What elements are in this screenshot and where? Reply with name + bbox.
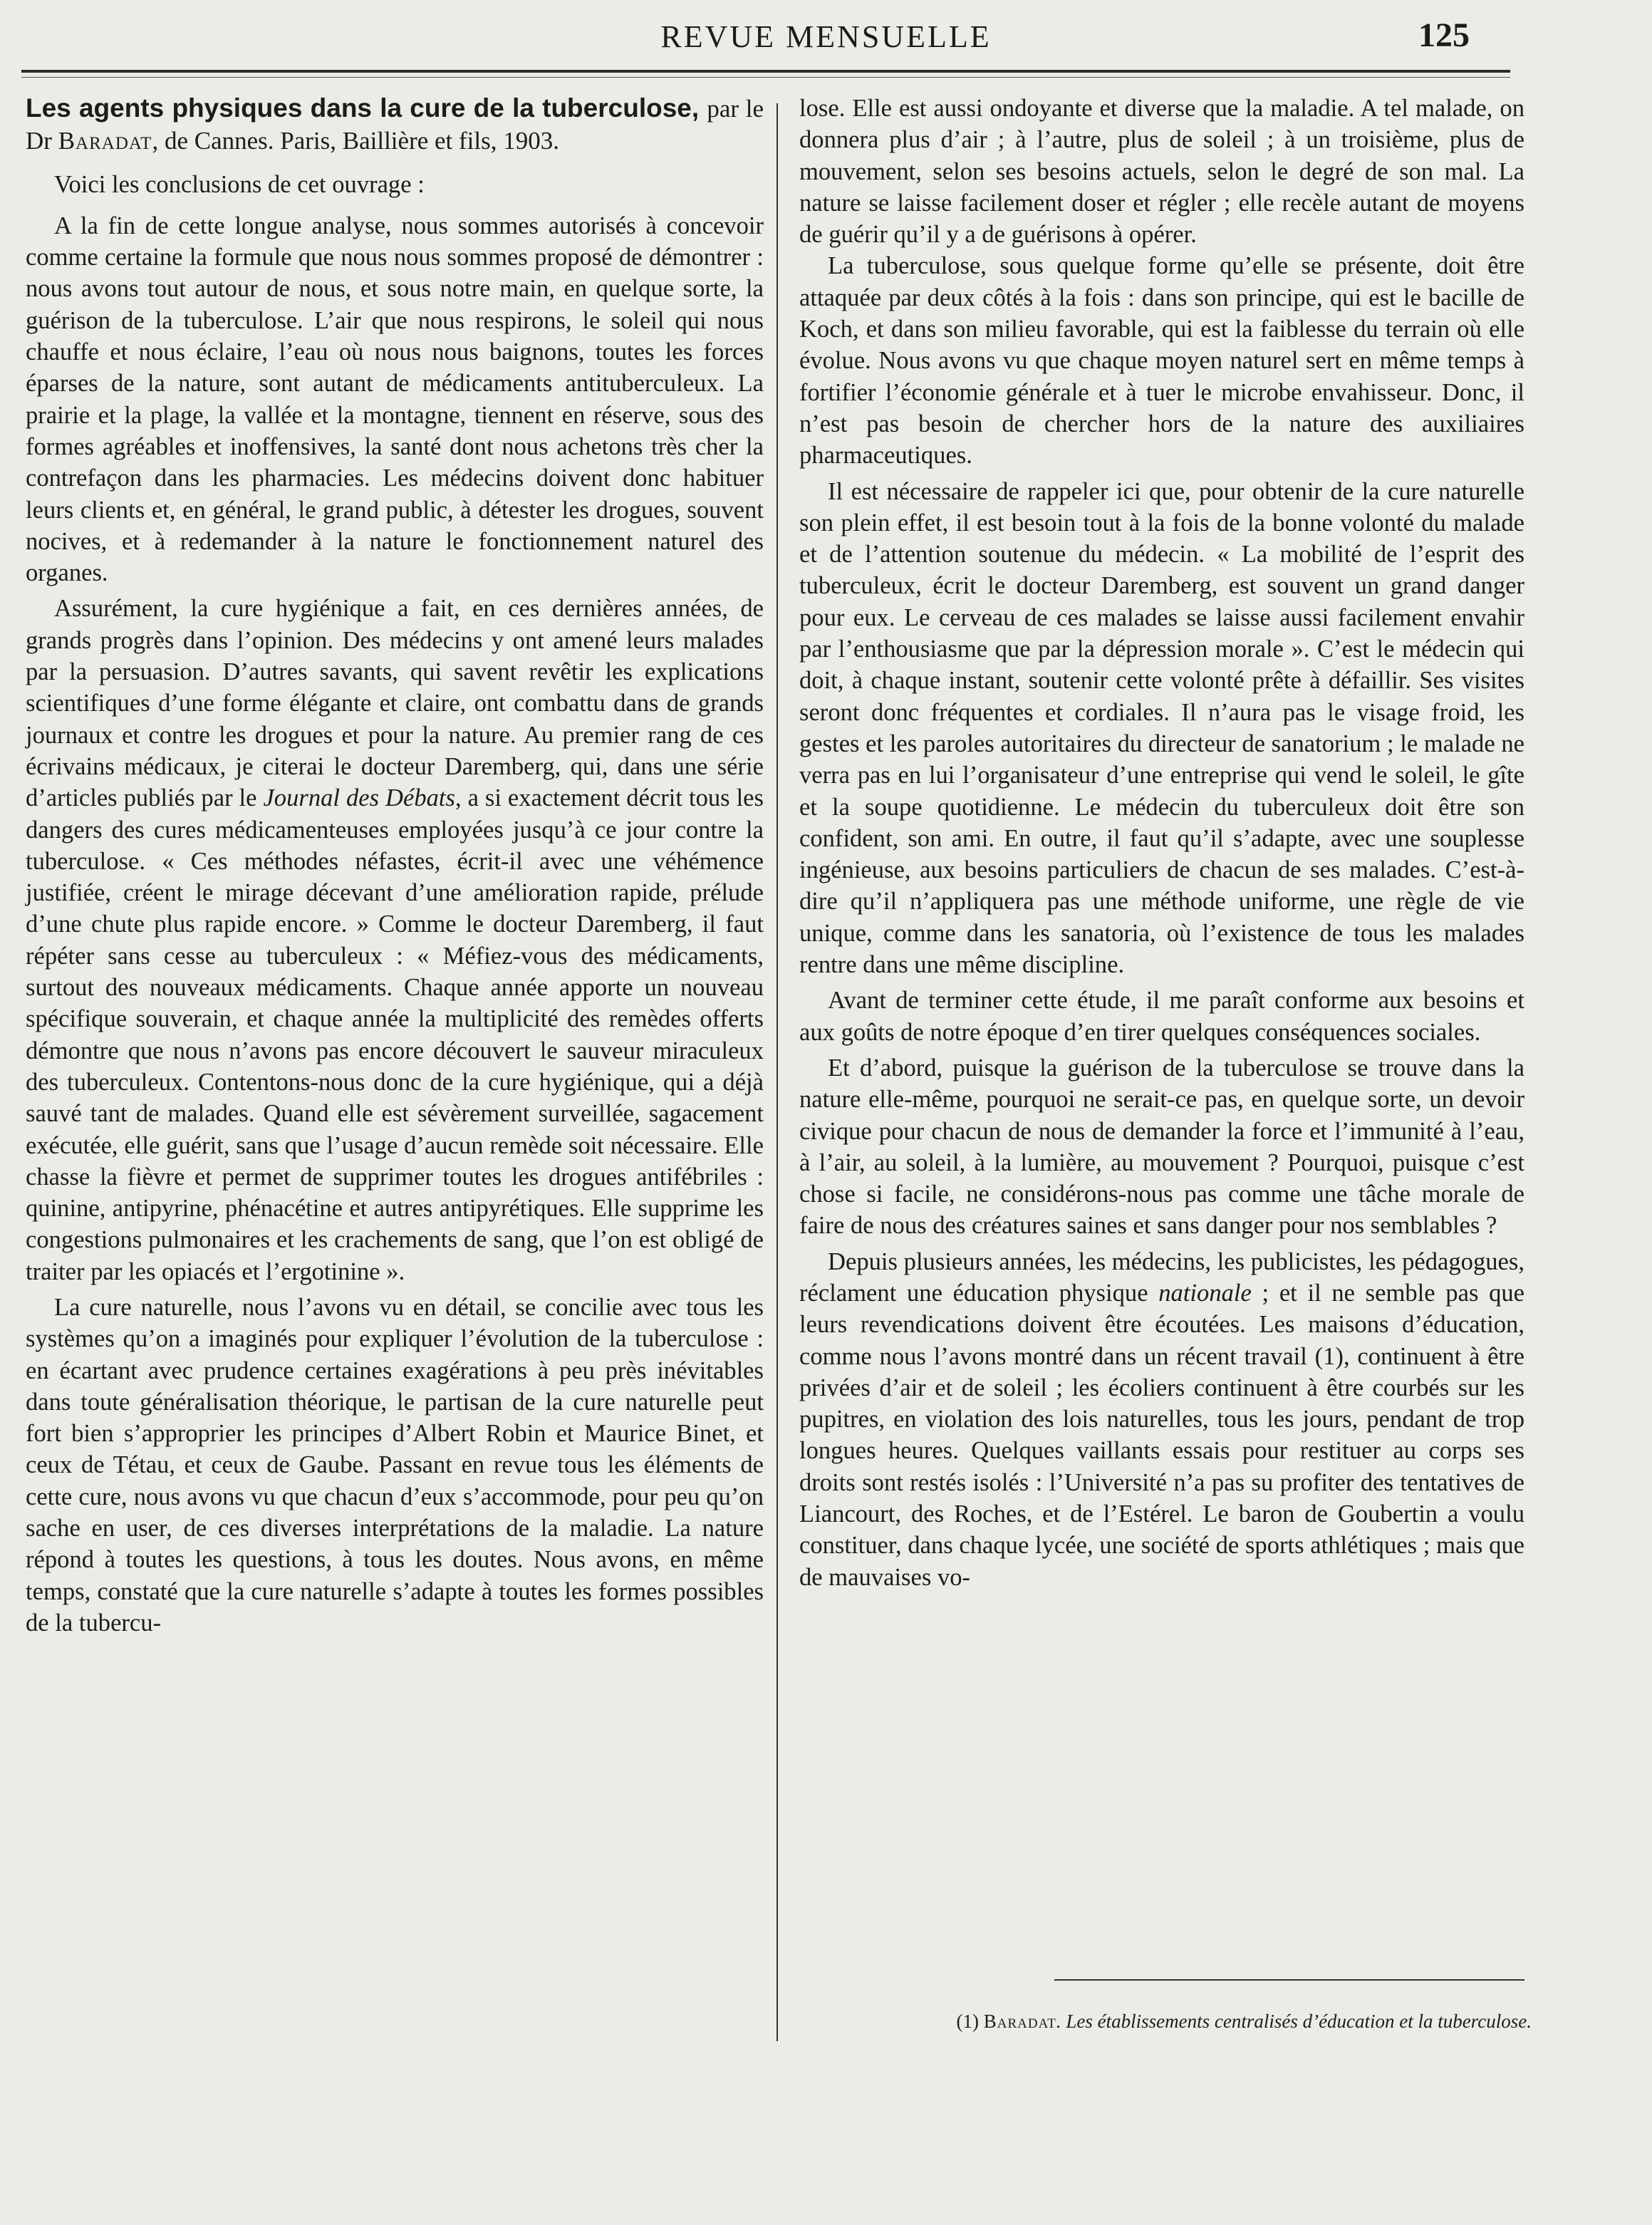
right-paragraph: Il est nécessaire de rappeler ici que, pour obtenir de la cure naturelle son plein effet, il est besoin tout à la fois de la bonne volonté du malade et de l’attention soutenue du médecin. « La mobilité de l’esprit des tuberculeux, écrit le docteur Daremberg, est souvent un grand danger pour eux. Le cerveau de ces malades se laisse aussi facilement envahir par l’enthousiasme que par la dépression morale ». C’est le médecin qui doit, à chaque instant, soutenir cette volonté prête à défaillir. Ses visites seront donc fréquentes et cordiales. Il n’aura pas le visage froid, les gestes et les paroles autoritaires du directeur de sanatorium ; le malade ne verra pas en lui l’organisateur d’une entreprise qui vend le soleil, le gîte et la soupe quotidienne. Le médecin du tuberculeux doit être son confident, son ami. En outre, il faut qu’il s’adapte, avec une souplesse ingénieuse, aux besoins particuliers de chacun de ses malades. C’est-à-dire qu’il n’appliquera pas une méthode uniforme, une règle de vie unique, comme dans les sanatoria, où l’existence de tous les malades rentre dans une même discipline.	[799, 477, 1524, 979]
left-paragraph: La cure naturelle, nous l’avons vu en détail, se concilie avec tous les systèmes qu’on a imaginés pour expliquer l’évolution de la tuberculose : en écartant avec prudence certaines exagérations à peu près inévitables dans toute généralisation théorique, le partisan de la cure naturelle peut fort bien s’approprier les principes d’Albert Robin et Maurice Binet, et ceux de Tétau, et ceux de Gaube. Passant en revue tous les éléments de cette cure, nous avons vu que chacun d’eux s’accommode, pour peu qu’on sache en user, de ces diverses interprétations de la maladie. La nature répond à toutes les questions, à tous les doutes. Nous avons, en même temps, constaté que la cure naturelle s’adapte à toutes les formes possibles de la tubercu-	[26, 1293, 764, 1637]
page-number: 125	[1418, 16, 1470, 54]
footnote-author: Baradat	[983, 2011, 1056, 2032]
footnote-rule	[1054, 1979, 1524, 1981]
header-rule	[21, 70, 1510, 73]
right-paragraph: Et d’abord, puisque la guérison de la tuberculose se trouve dans la nature elle-même, pourquoi ne serait-ce pas, en quelque sorte, un devoir civique pour chacun de nous de demander la force et l’immunité à l’eau, à l’air, au soleil, à la lumière, au mouvement ? Pourquoi, puisque c’est chose si facile, ne considérons-nous pas comme une tâche morale de faire de nous des créatures saines et sans danger pour nos semblables ?	[799, 1054, 1524, 1240]
right-paragraph: La tuberculose, sous quelque forme qu’elle se présente, doit être attaquée par deux côtés à la fois : dans son principe, qui est le bacille de Koch, et dans son milieu favorable, qui est la faiblesse du terrain où elle évolue. Nous avons vu que chaque moyen naturel sert en même temps à fortifier l’économie générale et à tuer le microbe envahisseur. Donc, il n’est pas besoin de chercher hors de la nature des auxiliaires pharmaceutiques.	[799, 252, 1524, 470]
footnote-text: . Les établissements centralisés d’éducation et la tuberculose.	[1056, 2011, 1532, 2032]
continuation-paragraph: lose. Elle est aussi ondoyante et diverse que la maladie. A tel malade, on donnera plus d’air ; à l’autre, plus de soleil ; à un troisième, plus de mouvement, selon ses besoins actuels, selon le degré de son mal. La nature se laisse facilement doser et régler ; elle recèle autant de moyens de guérir qu’il y a de guérisons à opérer.	[799, 95, 1524, 249]
left-paragraph: Assurément, la cure hygiénique a fait, en ces dernières années, de grands progrès dans l’opinion. Des médecins y ont amené leurs malades par la persuasion. D’autres savants, qui savent revêtir les explications scientifiques d’une forme élégante et claire, ont combattu dans de grands journaux et contre les drogues et pour la nature. Au premier rang de ces écrivains médicaux, je citerai le docteur Daremberg, qui, dans une série d’articles publiés par le Journal des Débats, a si exactement décrit tous les dangers des cures médicamenteuses employées jusqu’à ce jour contre la tuberculose. « Ces méthodes néfastes, écrit-il avec une véhémence justifiée, créent le mirage décevant d’une amélioration rapide, prélude d’une chute plus rapide encore. » Comme le docteur Daremberg, il faut répéter sans cesse au tuberculeux : « Méfiez-vous des médicaments, surtout des nouveaux médicaments. Chaque année apporte un nouveau spécifique souverain, et chaque année la multiplicité des remèdes offerts démontre que nous n’avons pas encore découvert le sauveur miraculeux des tuberculeux. Contentons-nous donc de la cure hygiénique, qui a déjà sauvé tant de malades. Quand elle est sévèrement surveillée, sagacement exécutée, elle guérit, sans que l’usage d’aucun remède soit nécessaire. Elle chasse la fièvre et permet de supprimer toutes les drogues antifébriles : quinine, antipyrine, phénacétine et autres antipyrétiques. Elle supprime les congestions pulmonaires et les crachements de sang, que l’on est obligé de traiter par les opiacés et l’ergotinine ».	[26, 595, 764, 1285]
byline-prefix: par le Dr	[26, 95, 764, 155]
footnote-marker: (1)	[956, 2011, 984, 2032]
right-paragraphs	[799, 250, 1524, 1592]
header-rule-thin	[21, 77, 1510, 78]
intro-line: Voici les conclusions de cet ouvrage :	[54, 170, 425, 198]
running-title: REVUE MENSUELLE	[660, 19, 992, 54]
article-title-block	[26, 93, 764, 157]
running-head	[0, 16, 1652, 58]
right-paragraph: Depuis plusieurs années, les médecins, les publicistes, les pédagogues, réclament une éducation physique nationale ; et il ne semble pas que leurs revendications doivent être écoutées. Les maisons d’éducation, comme nous l’avons montré dans un récent travail (1), continuent à être privées d’air et de soleil ; les écoliers continuent à être courbés sur les pupitres, en violation des lois naturelles, tous les jours, pendant de trop longues heures. Quelques vaillants essais pour restituer au corps ses droits sont restés isolés : l’Université n’a pas su profiter des tentatives de Liancourt, des Roches, et de l’Estérel. Le baron de Goubertin a voulu constituer, dans chaque lycée, une société de sports athlétiques ; mais que de mauvaises vo-	[799, 1248, 1525, 1591]
left-paragraphs	[26, 210, 764, 1639]
article-title: Les agents physiques dans la cure de la tuberculose,	[26, 93, 700, 123]
footnote	[826, 2009, 1532, 2033]
right-column	[799, 93, 1524, 1593]
left-paragraph: A la fin de cette longue analyse, nous sommes autorisés à concevoir comme certaine la formule que nous nous sommes proposé de démontrer : nous avons tout autour de nous, et sous notre main, en quelque sorte, la guérison de la tuberculose. L’air que nous respirons, le soleil qui nous chauffe et nous éclaire, l’eau où nous nous baignons, toutes les forces éparses de la nature, sont autant de médicaments antituberculeux. La prairie et la plage, la vallée et la montagne, tiennent en réserve, sous des formes agréables et inoffensives, la santé dont nous achetons très cher la contrefaçon dans les pharmacies. Les médecins doivent donc habituer leurs clients et, en général, le grand public, à détester les drogues, souvent nocives, et à redemander à la nature le fonctionnement naturel des organes.	[26, 212, 764, 587]
column-divider	[776, 103, 778, 2041]
byline-suffix: , de Cannes. Paris, Baillière et fils, 1903.	[152, 127, 559, 155]
left-column	[26, 93, 764, 1639]
author-name: Baradat	[58, 127, 152, 155]
right-paragraph: Avant de terminer cette étude, il me paraît conforme aux besoins et aux goûts de notre époque d’en tirer quelques conséquences sociales.	[799, 987, 1524, 1046]
italic-text: nationale	[1158, 1279, 1252, 1307]
italic-text: Journal des Débats	[263, 784, 455, 812]
